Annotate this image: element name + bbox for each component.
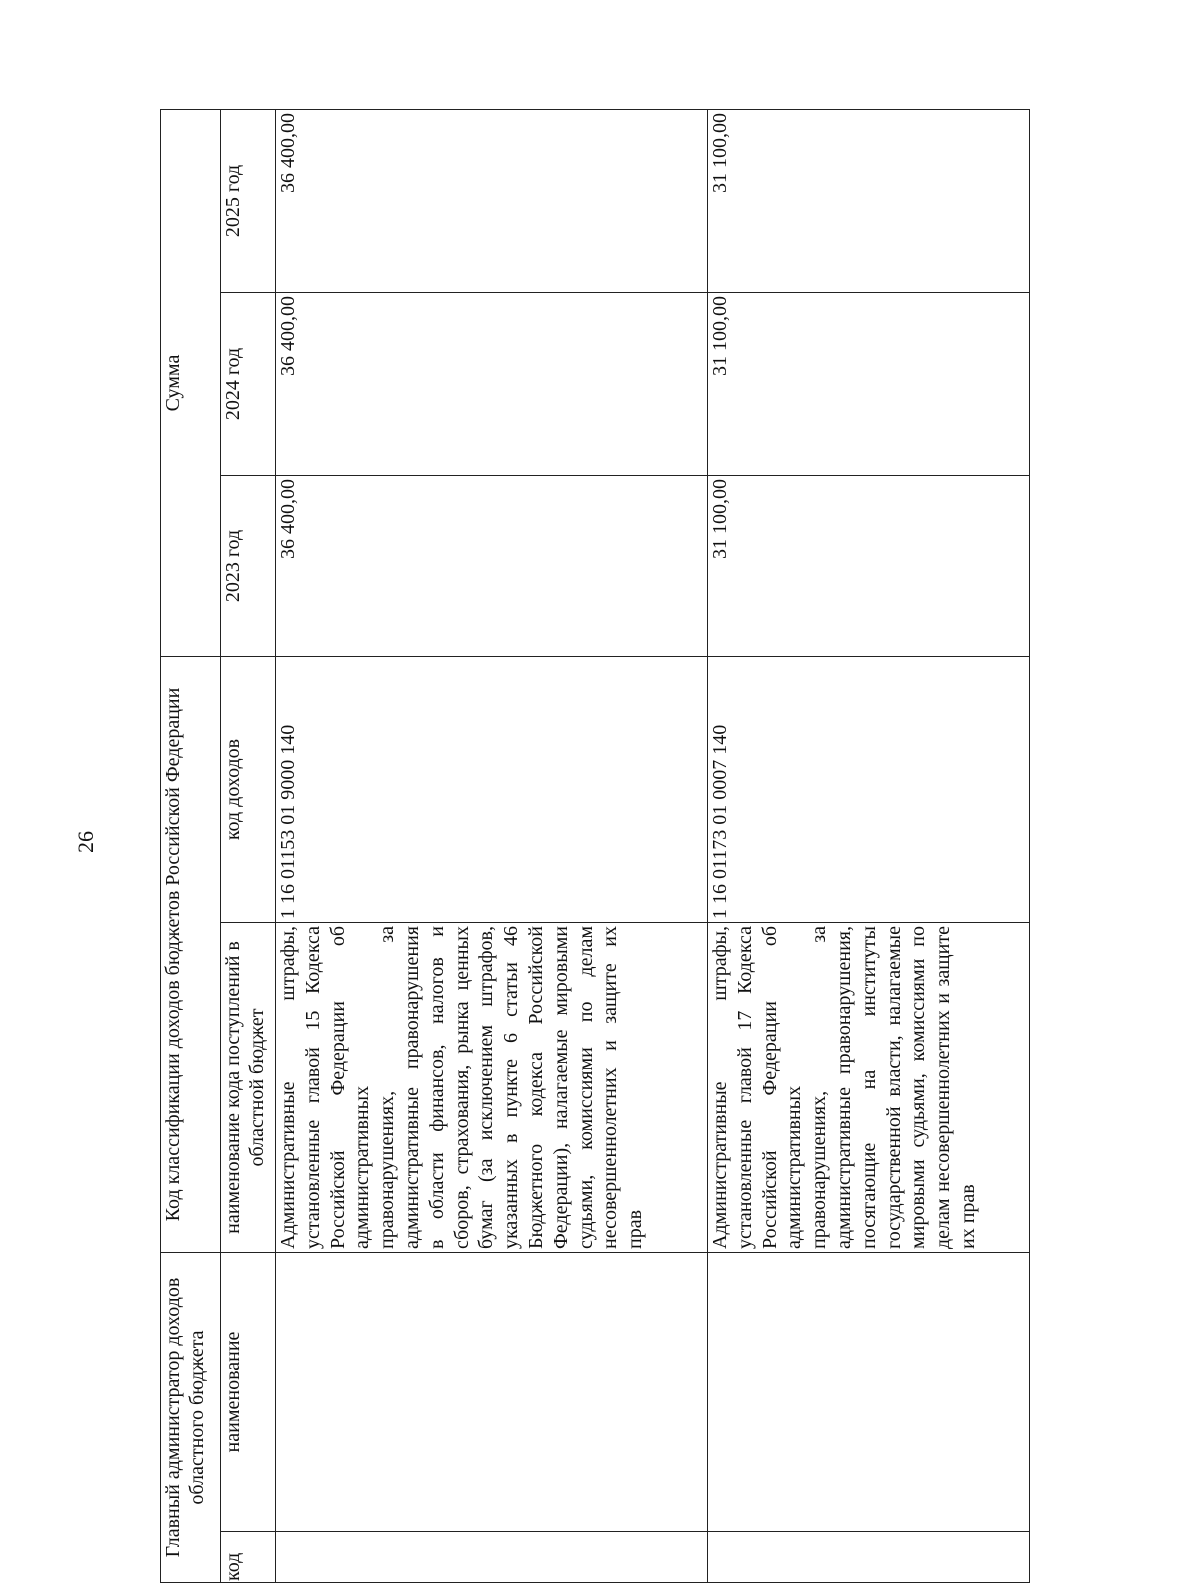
header-row-groups — [161, 109, 221, 1582]
col-name-header: наименование — [221, 1253, 276, 1532]
rotated-page-content — [160, 97, 1041, 1583]
page-number: 26 — [73, 831, 98, 853]
revenue-table — [160, 109, 1030, 1583]
sum-2023-cell: 31 100,00 — [708, 476, 1030, 657]
col-code-header: код — [221, 1532, 276, 1583]
col-2025-header: 2025 год — [221, 109, 276, 292]
col-income-name-header: наименование кода поступлений в областной бюджет — [221, 923, 276, 1253]
sum-2024-cell: 36 400,00 — [276, 293, 708, 476]
col-2023-header: 2023 год — [221, 476, 276, 657]
sum-group-header: Сумма — [161, 109, 221, 656]
admin-name-cell — [276, 1253, 708, 1532]
income-code-cell: 1 16 01153 01 9000 140 — [276, 657, 708, 923]
sum-2024-cell: 31 100,00 — [708, 293, 1030, 476]
col-income-code-header: код доходов — [221, 657, 276, 923]
sum-2025-cell: 31 100,00 — [708, 109, 1030, 292]
col-2024-header: 2024 год — [221, 293, 276, 476]
income-code-cell: 1 16 01173 01 0007 140 — [708, 657, 1030, 923]
code-group-header: Код классификации доходов бюджетов Российской Федерации — [161, 657, 221, 1253]
income-name-cell: Административные штрафы, установленные главой 17 Кодекса Российской Федерации об административных правонарушениях, за административные правонарушения, посягающие на институты государственной власти, налагаемые мировыми судьями, комиссиями по делам несовершеннолетних и защите их прав — [708, 923, 1030, 1253]
sum-2025-cell: 36 400,00 — [276, 109, 708, 292]
sum-2023-cell: 36 400,00 — [276, 476, 708, 657]
admin-code-cell — [708, 1532, 1030, 1583]
header-row-columns — [221, 109, 276, 1582]
admin-name-cell — [708, 1253, 1030, 1532]
table-row — [276, 109, 708, 1582]
income-name-cell: Административные штрафы, установленные главой 15 Кодекса Российской Федерации об административных правонарушениях, за административные правонарушения в области финансов, налогов и сборов, страхования, рынка ценных бумаг (за исключением штрафов, указанных в пункте 6 статьи 46 Бюджетного кодекса Российской Федерации), налагаемые мировыми судьями, комиссиями по делам несовершеннолетних и защите их прав — [276, 923, 708, 1253]
table-row — [708, 109, 1030, 1582]
admin-group-header: Главный администратор доходов областного бюджета — [161, 1253, 221, 1583]
admin-code-cell — [276, 1532, 708, 1583]
